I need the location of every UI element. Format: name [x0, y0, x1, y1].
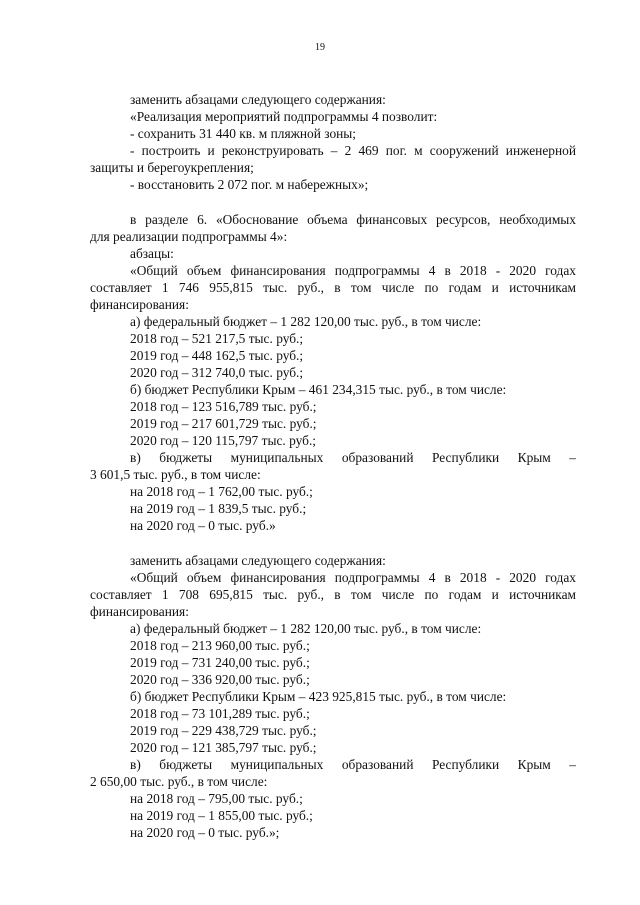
block3-line-12: 2020 год – 121 385,797 тыс. руб.; — [130, 740, 317, 755]
block3-line-15: на 2018 год – 795,00 тыс. руб.; — [130, 791, 303, 806]
block2-line-16: 3 601,5 тыс. руб., в том числе: — [90, 467, 261, 482]
block2-line-2: для реализации подпрограммы 4»: — [90, 229, 288, 244]
block2-line-15: в) бюджеты муниципальных образований Республики Крым – — [130, 450, 576, 465]
block3-line-1: заменить абзацами следующего содержания: — [130, 553, 386, 568]
block3-line-13: в) бюджеты муниципальных образований Республики Крым – — [130, 757, 576, 772]
block2-line-18: на 2019 год – 1 839,5 тыс. руб.; — [130, 501, 307, 516]
block3-line-6: 2018 год – 213 960,00 тыс. руб.; — [130, 638, 310, 653]
block2-line-19: на 2020 год – 0 тыс. руб.» — [130, 518, 276, 533]
page-number: 19 — [315, 42, 325, 53]
block2-line-5: составляет 1 746 955,815 тыс. руб., в том числе по годам и источникам — [90, 280, 576, 295]
block2-line-4: «Общий объем финансирования подпрограммы 4 в 2018 - 2020 годах — [130, 263, 576, 278]
block3-line-14: 2 650,00 тыс. руб., в том числе: — [90, 774, 268, 789]
block2-line-17: на 2018 год – 1 762,00 тыс. руб.; — [130, 484, 313, 499]
block2-line-6: финансирования: — [90, 297, 189, 312]
block2-line-10: 2020 год – 312 740,0 тыс. руб.; — [130, 365, 304, 380]
block3-line-4: финансирования: — [90, 604, 189, 619]
block1-line-5: защиты и берегоукрепления; — [90, 160, 254, 175]
block3-line-8: 2020 год – 336 920,00 тыс. руб.; — [130, 672, 310, 687]
block3-line-11: 2019 год – 229 438,729 тыс. руб.; — [130, 723, 317, 738]
block2-line-9: 2019 год – 448 162,5 тыс. руб.; — [130, 348, 304, 363]
block2-line-13: 2019 год – 217 601,729 тыс. руб.; — [130, 416, 317, 431]
block2-line-3: абзацы: — [130, 246, 174, 261]
block1-line-6: - восстановить 2 072 пог. м набережных»; — [130, 177, 369, 192]
block3-line-17: на 2020 год – 0 тыс. руб.»; — [130, 825, 280, 840]
block1-line-1: заменить абзацами следующего содержания: — [130, 92, 386, 107]
block2-line-11: б) бюджет Республики Крым – 461 234,315 тыс. руб., в том числе: — [130, 382, 507, 397]
block1-line-4: - построить и реконструировать – 2 469 пог. м сооружений инженерной — [130, 143, 576, 158]
block1-line-2: «Реализация мероприятий подпрограммы 4 позволит: — [130, 109, 438, 124]
block3-line-7: 2019 год – 731 240,00 тыс. руб.; — [130, 655, 310, 670]
block2-line-14: 2020 год – 120 115,797 тыс. руб.; — [130, 433, 317, 448]
block2-line-1: в разделе 6. «Обоснование объема финансовых ресурсов, необходимых — [130, 212, 576, 227]
block3-line-9: б) бюджет Республики Крым – 423 925,815 тыс. руб., в том числе: — [130, 689, 507, 704]
block3-line-16: на 2019 год – 1 855,00 тыс. руб.; — [130, 808, 313, 823]
block3-line-2: «Общий объем финансирования подпрограммы 4 в 2018 - 2020 годах — [130, 570, 576, 585]
block2-line-7: а) федеральный бюджет – 1 282 120,00 тыс. руб., в том числе: — [130, 314, 482, 329]
block2-line-12: 2018 год – 123 516,789 тыс. руб.; — [130, 399, 317, 414]
block2-line-8: 2018 год – 521 217,5 тыс. руб.; — [130, 331, 304, 346]
block3-line-3: составляет 1 708 695,815 тыс. руб., в том числе по годам и источникам — [90, 587, 576, 602]
block3-line-5: а) федеральный бюджет – 1 282 120,00 тыс. руб., в том числе: — [130, 621, 482, 636]
block1-line-3: - сохранить 31 440 кв. м пляжной зоны; — [130, 126, 357, 141]
block3-line-10: 2018 год – 73 101,289 тыс. руб.; — [130, 706, 310, 721]
